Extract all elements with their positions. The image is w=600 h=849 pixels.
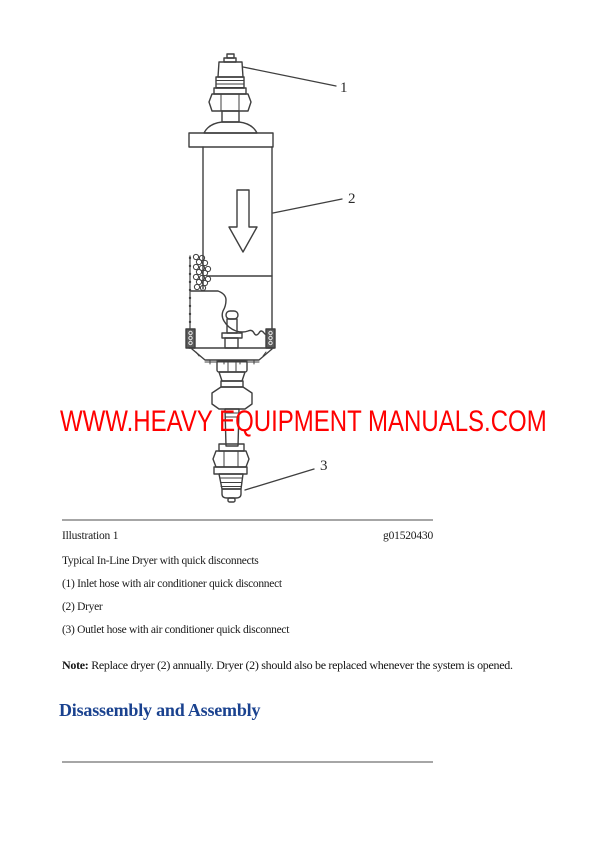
crimp-rim-right <box>266 329 275 348</box>
bottom-rule <box>62 761 433 763</box>
figure-meta-row <box>62 530 433 542</box>
watermark-text: WWW.HEAVY EQUIPMENT MANUALS.COM <box>60 405 547 438</box>
caption-item: (3) Outlet hose with air conditioner quick disconnect <box>62 624 290 636</box>
desiccant-beads <box>193 254 210 290</box>
leader-line-1 <box>243 67 336 86</box>
leader-line-2 <box>273 199 342 213</box>
caption-item: (1) Inlet hose with air conditioner quick disconnect <box>62 578 282 590</box>
note-label: Note: <box>62 658 89 672</box>
caption-item: (2) Dryer <box>62 601 103 613</box>
crimp-rim-left <box>186 329 195 348</box>
illustration-label: Illustration 1 <box>62 530 119 542</box>
dryer-body-drawing <box>186 133 275 364</box>
section-heading: Disassembly and Assembly <box>59 700 261 720</box>
figure-top-rule <box>62 519 433 521</box>
can-wall-dots <box>189 257 191 323</box>
illustration-code: g01520430 <box>383 530 433 542</box>
callout-1: 1 <box>340 80 348 96</box>
callout-3: 3 <box>320 458 328 474</box>
note-paragraph <box>62 658 562 674</box>
callout-2: 2 <box>348 191 356 207</box>
leader-line-3 <box>245 469 314 490</box>
inlet-fitting-drawing <box>204 54 257 133</box>
note-text: Replace dryer (2) annually. Dryer (2) should also be replaced whenever the system is opened. <box>91 658 513 672</box>
figure-title: Typical In-Line Dryer with quick disconnects <box>62 555 259 567</box>
flow-direction-arrow-icon <box>229 190 257 252</box>
